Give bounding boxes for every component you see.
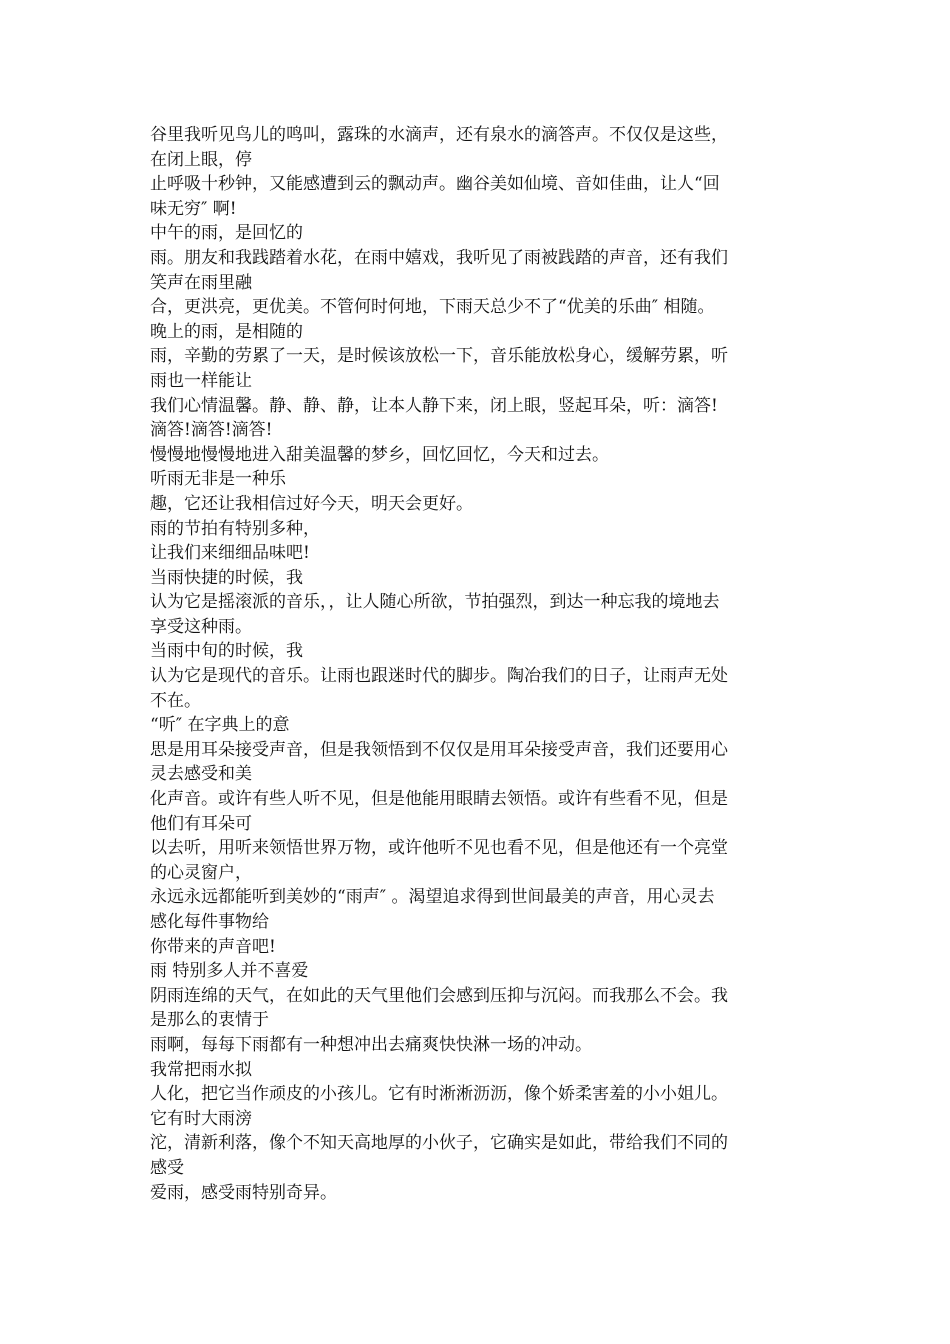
text-line: 永远永远都能听到美妙的“雨声″ 。渴望追求得到世间最美的声音，用心灵去 xyxy=(150,887,715,908)
text-line: 雨 特别多人并不喜爱 xyxy=(150,961,309,982)
text-line: 笑声在雨里融 xyxy=(150,272,252,293)
text-line: 享受这种雨。 xyxy=(150,616,252,637)
text-line: 当雨中旬的时候，我 xyxy=(150,641,303,662)
text-line: 它有时大雨滂 xyxy=(150,1108,252,1129)
text-line: 晚上的雨，是相随的 xyxy=(150,321,303,342)
text-line: 雨啊，每每下雨都有一种想冲出去痛爽快快淋一场的冲动。 xyxy=(150,1034,592,1055)
text-line: 让我们来细细品味吧! xyxy=(150,543,310,564)
text-line: 止呼吸十秒钟，又能感遭到云的飘动声。幽谷美如仙境、音如佳曲，让人“回 xyxy=(150,174,720,195)
text-line: “听″ 在字典上的意 xyxy=(150,715,290,736)
text-line: 的心灵窗户， xyxy=(150,862,252,883)
text-line: 以去听，用听来领悟世界万物，或许他听不见也看不见，但是他还有一个亮堂 xyxy=(150,838,728,859)
text-line: 听雨无非是一种乐 xyxy=(150,469,286,490)
text-line: 中午的雨，是回忆的 xyxy=(150,223,303,244)
text-line: 雨也一样能让 xyxy=(150,370,252,391)
text-line: 趣，它还让我相信过好今天，明天会更好。 xyxy=(150,493,473,514)
text-line: 爱雨，感受雨特别奇异。 xyxy=(150,1182,337,1203)
text-line: 当雨快捷的时候，我 xyxy=(150,567,303,588)
text-line: 合，更洪亮，更优美。不管何时何地，下雨天总少不了“优美的乐曲″ 相随。 xyxy=(150,297,715,318)
text-line: 雨，辛勤的劳累了一天，是时候该放松一下，音乐能放松身心，缓解劳累，听 xyxy=(150,346,728,367)
text-line: 沱，清新利落，像个不知天高地厚的小伙子，它确实是如此，带给我们不同的 xyxy=(150,1133,728,1154)
text-line: 感受 xyxy=(150,1157,184,1178)
text-line: 他们有耳朵可 xyxy=(150,813,252,834)
text-line: 你带来的声音吧! xyxy=(150,936,276,957)
text-line: 在闭上眼，停 xyxy=(150,149,252,170)
text-line: 雨。朋友和我践踏着水花，在雨中嬉戏，我听见了雨被践踏的声音，还有我们 xyxy=(150,247,728,268)
text-line: 滴答!滴答!滴答! xyxy=(150,420,273,441)
text-line: 谷里我听见鸟儿的鸣叫，露珠的水滴声，还有泉水的滴答声。不仅仅是这些， xyxy=(150,125,728,145)
text-line: 思是用耳朵接受声音，但是我领悟到不仅仅是用耳朵接受声音，我们还要用心 xyxy=(150,739,728,760)
text-line: 是那么的衷情于 xyxy=(150,1010,269,1031)
text-line: 感化每件事物给 xyxy=(150,912,269,932)
text-line: 我常把雨水拟 xyxy=(150,1059,252,1080)
text-line: 人化，把它当作顽皮的小孩儿。它有时淅淅沥沥，像个娇柔害羞的小小姐儿。 xyxy=(150,1084,728,1105)
text-line: 认为它是摇滚派的音乐，，让人随心所欲，节拍强烈，到达一种忘我的境地去 xyxy=(150,592,720,613)
text-line: 慢慢地慢慢地进入甜美温馨的梦乡，回忆回忆，今天和过去。 xyxy=(150,444,609,465)
text-line: 雨的节拍有特别多种， xyxy=(150,518,320,539)
text-line: 我们心情温馨。静、静、静，让本人静下来，闭上眼，竖起耳朵，听：滴答! xyxy=(150,395,718,416)
document-body xyxy=(150,123,805,1205)
text-line: 化声音。或许有些人听不见，但是他能用眼睛去领悟。或许有些看不见，但是 xyxy=(150,789,728,810)
text-line: 不在。 xyxy=(150,690,201,711)
text-line: 认为它是现代的音乐。让雨也跟迷时代的脚步。陶冶我们的日子，让雨声无处 xyxy=(150,666,728,687)
text-line: 味无穷″ 啊! xyxy=(150,198,237,219)
text-line: 阴雨连绵的天气，在如此的天气里他们会感到压抑与沉闷。而我那么不会。我 xyxy=(150,985,728,1006)
text-line: 灵去感受和美 xyxy=(150,764,252,785)
